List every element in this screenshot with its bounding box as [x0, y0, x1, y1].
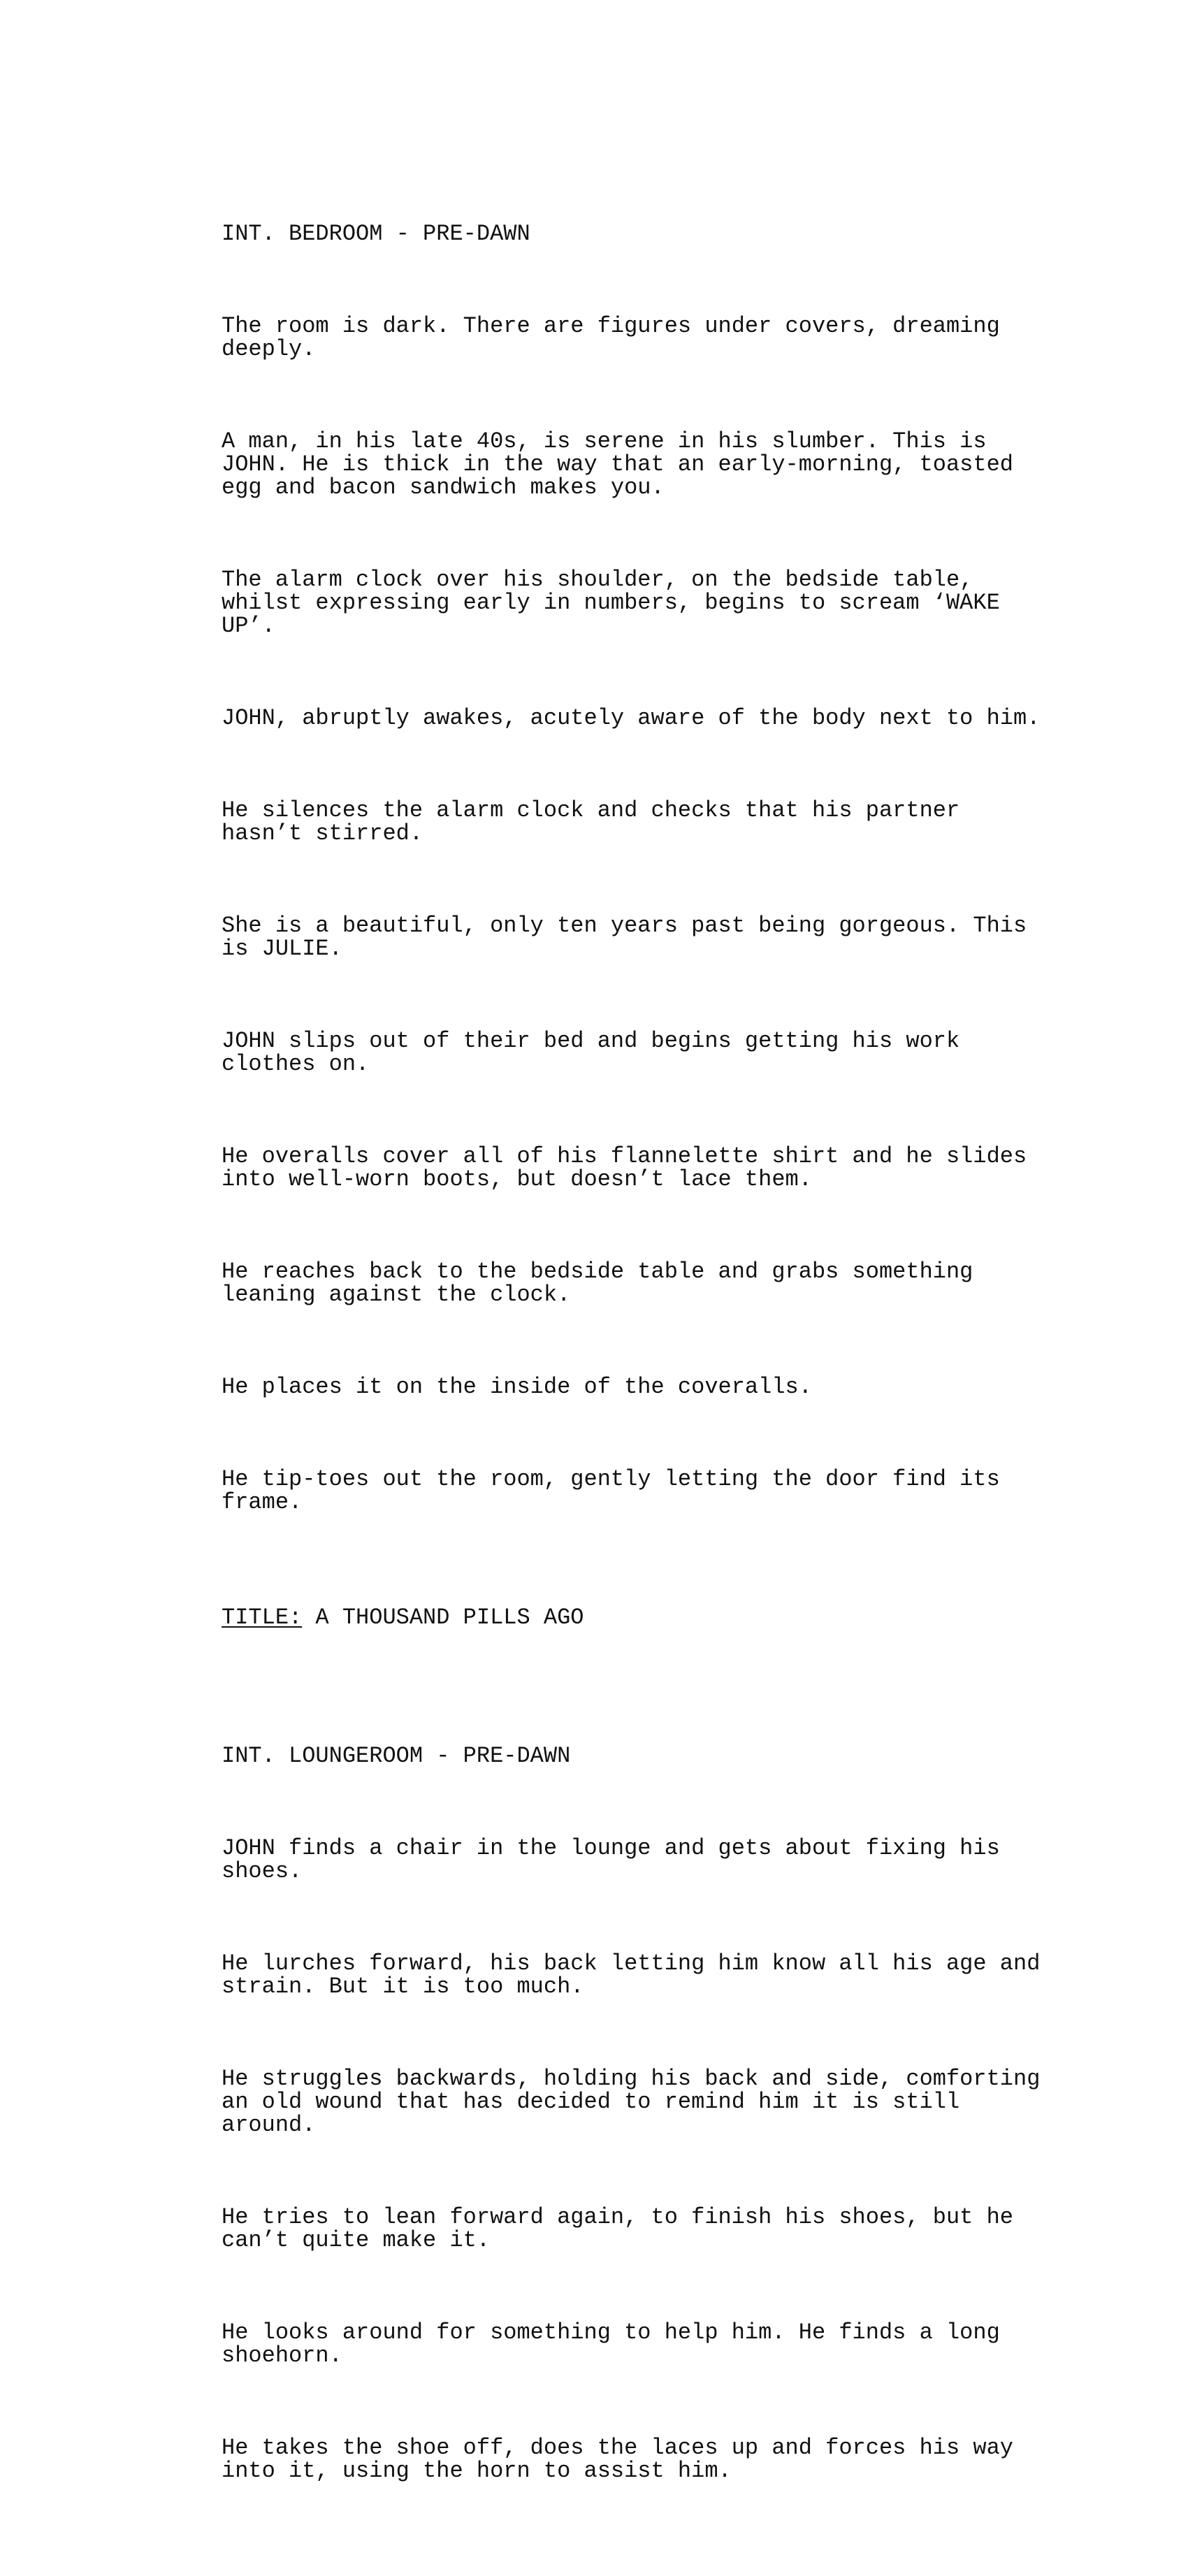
title-card-text: A THOUSAND PILLS AGO — [302, 1605, 584, 1630]
action-paragraph: He struggles backwards, holding his back and side, comforting an old wound that has decided to remind him it is still around. — [222, 2066, 1041, 2138]
scene-heading-loungeroom: INT. LOUNGEROOM - PRE-DAWN — [222, 1743, 571, 1769]
action-paragraph: He looks around for something to help him. He finds a long shoehorn. — [222, 2320, 1000, 2368]
action-paragraph: He lurches forward, his back letting him know all his age and strain. But it is too much. — [222, 1951, 1041, 1999]
scene-heading-bedroom: INT. BEDROOM - PRE-DAWN — [222, 221, 530, 247]
action-paragraph: JOHN, abruptly awakes, acutely aware of the body next to him. — [222, 705, 1041, 731]
screenplay-body — [222, 153, 1060, 2575]
action-paragraph: She is a beautiful, only ten years past being gorgeous. This is JULIE. — [222, 913, 1027, 962]
action-paragraph: He takes the shoe off, does the laces up and forces his way into it, using the horn to assist him. — [222, 2435, 1013, 2484]
action-paragraph: He tries to lean forward again, to finish his shoes, but he can’t quite make it. — [222, 2204, 1013, 2253]
action-paragraph: He overalls cover all of his flannelette shirt and he slides into well-worn boots, but doesn’t lace them. — [222, 1143, 1027, 1192]
action-paragraph: A man, in his late 40s, is serene in his slumber. This is JOHN. He is thick in the way that an early-morning, toasted egg and bacon sandwich makes you. — [222, 428, 1013, 500]
action-paragraph: JOHN slips out of their bed and begins getting his work clothes on. — [222, 1028, 960, 1077]
action-paragraph: He tip-toes out the room, gently letting the door find its frame. — [222, 1466, 1000, 1515]
action-paragraph: He silences the alarm clock and checks that his partner hasn’t stirred. — [222, 797, 960, 846]
title-card-label: TITLE: — [222, 1605, 303, 1630]
action-paragraph: The alarm clock over his shoulder, on the bedside table, whilst expressing early in numbers, begins to scream ‘WAKE UP’. — [222, 567, 1000, 639]
action-paragraph: The room is dark. There are figures under covers, dreaming deeply. — [222, 313, 1000, 362]
action-paragraph: JOHN finds a chair in the lounge and gets about fixing his shoes. — [222, 1835, 1000, 1884]
action-paragraph: He places it on the inside of the coveralls. — [222, 1374, 812, 1400]
action-paragraph: He reaches back to the bedside table and grabs something leaning against the clock. — [222, 1259, 973, 1308]
title-card — [222, 1606, 1060, 1629]
